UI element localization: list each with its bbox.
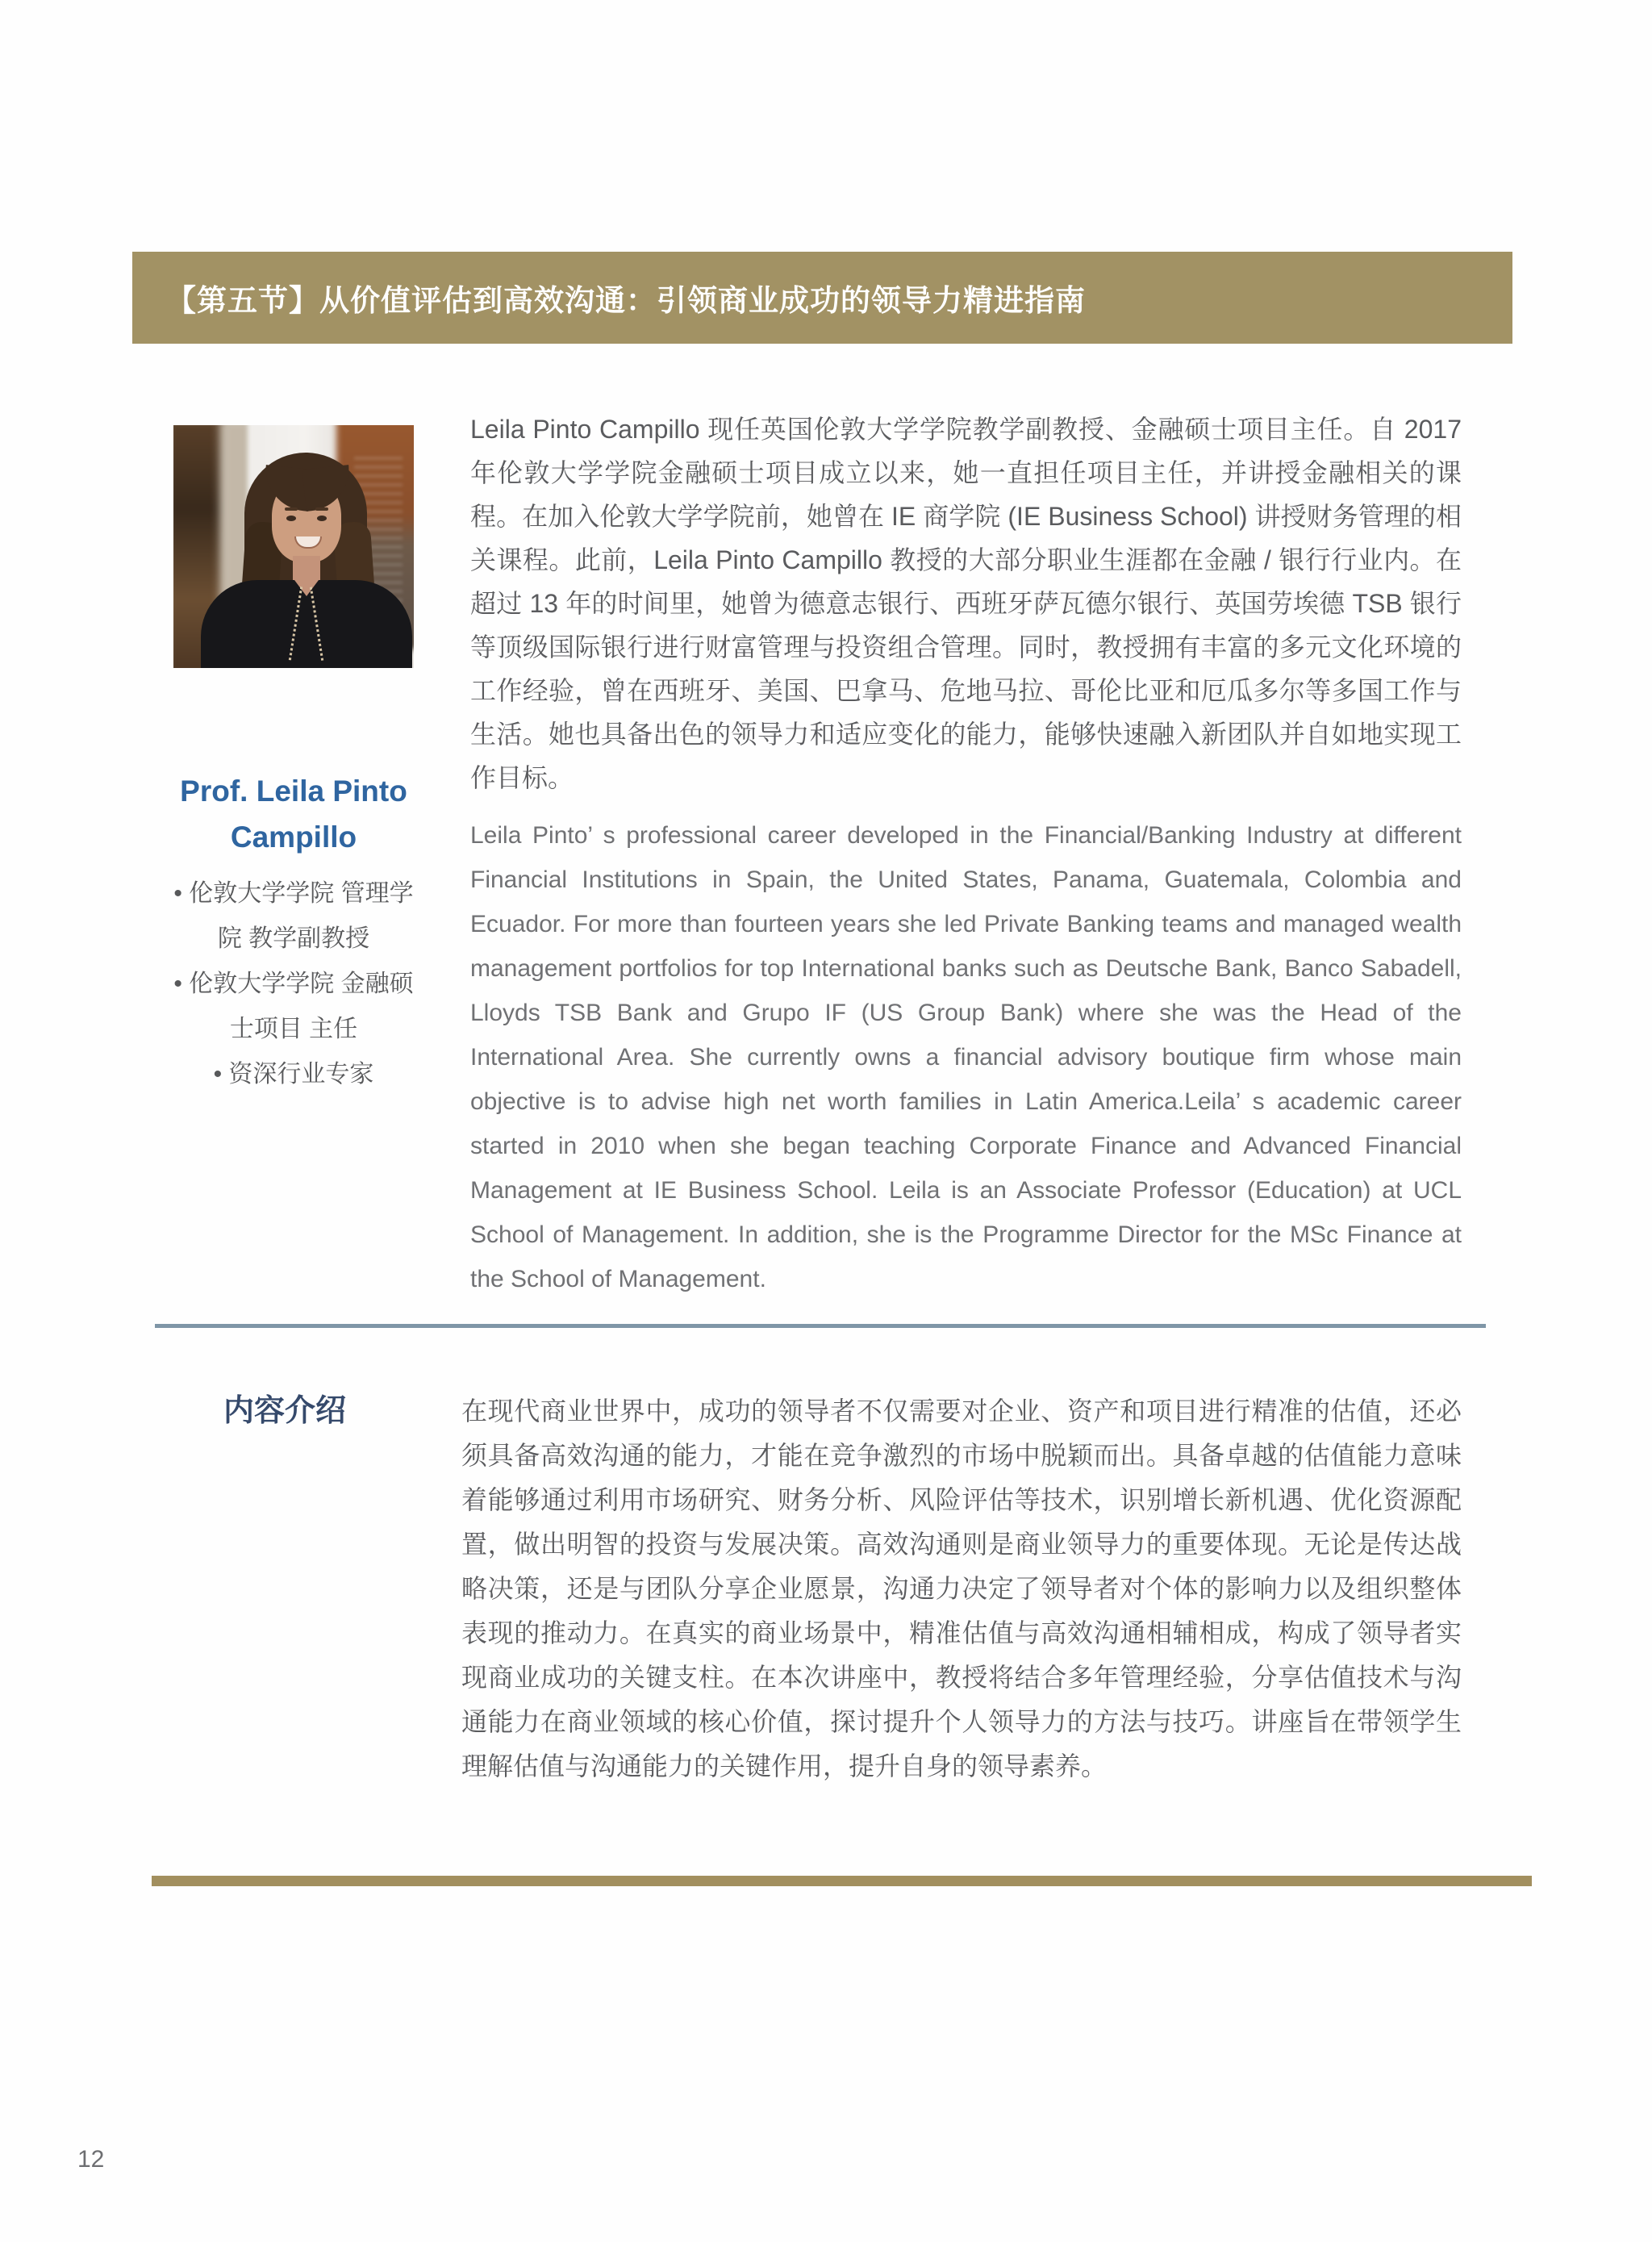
page-number: 12 — [77, 2146, 105, 2173]
section-header-banner — [132, 252, 1512, 344]
portrait-eyebrow-right — [315, 507, 328, 511]
section-divider-line — [155, 1324, 1486, 1328]
professor-name-line1: Prof. Leila Pinto — [180, 774, 407, 808]
content-intro-heading: 内容介绍 — [223, 1394, 347, 1428]
portrait-eye-left — [286, 516, 296, 521]
professor-title-list — [173, 871, 415, 1097]
professor-name-line2: Campillo — [230, 820, 357, 854]
professor-title-item: • 资深行业专家 — [173, 1052, 415, 1097]
content-intro-body: 在现代商业世界中，成功的领导者不仅需要对企业、资产和项目进行精准的估值，还必须具备高效沟通的能力，才能在竞争激烈的市场中脱颖而出。具备卓越的估值能力意味着能够通过利用市场研究、财务分析、风险评估等技术，识别增长新机遇、优化资源配置，做出明智的投资与发展决策。高效沟通则是商业领导力的重要体现。无论是传达战略决策，还是与团队分享企业愿景，沟通力决定了领导者对个体的影响力以及组织整体表现的推动力。在真实的商业场景中，精准估值与高效沟通相辅相成，构成了领导者实现商业成功的关键支柱。在本次讲座中，教授将结合多年管理经验，分享估值技术与沟通能力在商业领域的核心价值，探讨提升个人领导力的方法与技巧。讲座旨在带领学生理解估值与沟通能力的关键作用，提升自身的领导素养。 — [461, 1397, 1462, 1781]
professor-portrait-photo — [173, 425, 414, 668]
professor-info-column — [140, 768, 447, 1097]
biography-chinese: Leila Pinto Campillo 现任英国伦敦大学学院教学副教授、金融硕士项目主任。自 2017 年伦敦大学学院金融硕士项目成立以来，她一直担任项目主任，并讲授金融相关的课程。在加入伦敦大学学院前，她曾在 IE 商学院 (IE Business School) 讲授财务管理的相关课程。此前，Leila Pinto Campillo 教授的大部分职业生涯都在金融 / 银行行业内。在超过 13 年的时间里，她曾为德意志银行、西班牙萨瓦德尔银行、英国劳埃德 TSB 银行等顶级国际银行进行财富管理与投资组合管理。同时，教授拥有丰富的多元文化环境的工作经验，曾在西班牙、美国、巴拿马、危地马拉、哥伦比亚和厄瓜多尔等多国工作与生活。她也具备出色的领导力和适应变化的能力，能够快速融入新团队并自如地实现工作目标。 — [470, 415, 1462, 792]
footer-accent-bar — [152, 1876, 1532, 1886]
professor-name — [140, 768, 447, 860]
portrait-eyebrow-left — [285, 507, 298, 511]
biography-english: Leila Pinto’ s professional career developed in the Financial/Banking Industry at different Financial Institutions in Spain, the United States, Panama, Guatemala, Colombia and Ecuador. For more than fourteen years she led Private Banking teams and managed wealth management portfolios for top International banks such as Deutsche Bank, Banco Sabadell, Lloyds TSB Bank and Grupo IF (US Group Bank) where she was the Head of the International Area. She currently owns a financial advisory boutique firm whose main objective is to advise high net worth families in Latin America.Leila’ s academic career started in 2010 when she began teaching Corporate Finance and Advanced Financial Management at IE Business School. Leila is an Associate Professor (Education) at UCL School of Management. In addition, she is the Programme Director for the MSc Finance at the School of Management. — [470, 822, 1462, 1292]
professor-title-item: • 伦敦大学学院 管理学院 教学副教授 — [173, 871, 415, 962]
professor-title-item: • 伦敦大学学院 金融硕士项目 主任 — [173, 962, 415, 1052]
portrait-eye-right — [317, 516, 327, 521]
section-title: 【第五节】从价值评估到高效沟通：引领商业成功的领导力精进指南 — [166, 284, 1086, 317]
